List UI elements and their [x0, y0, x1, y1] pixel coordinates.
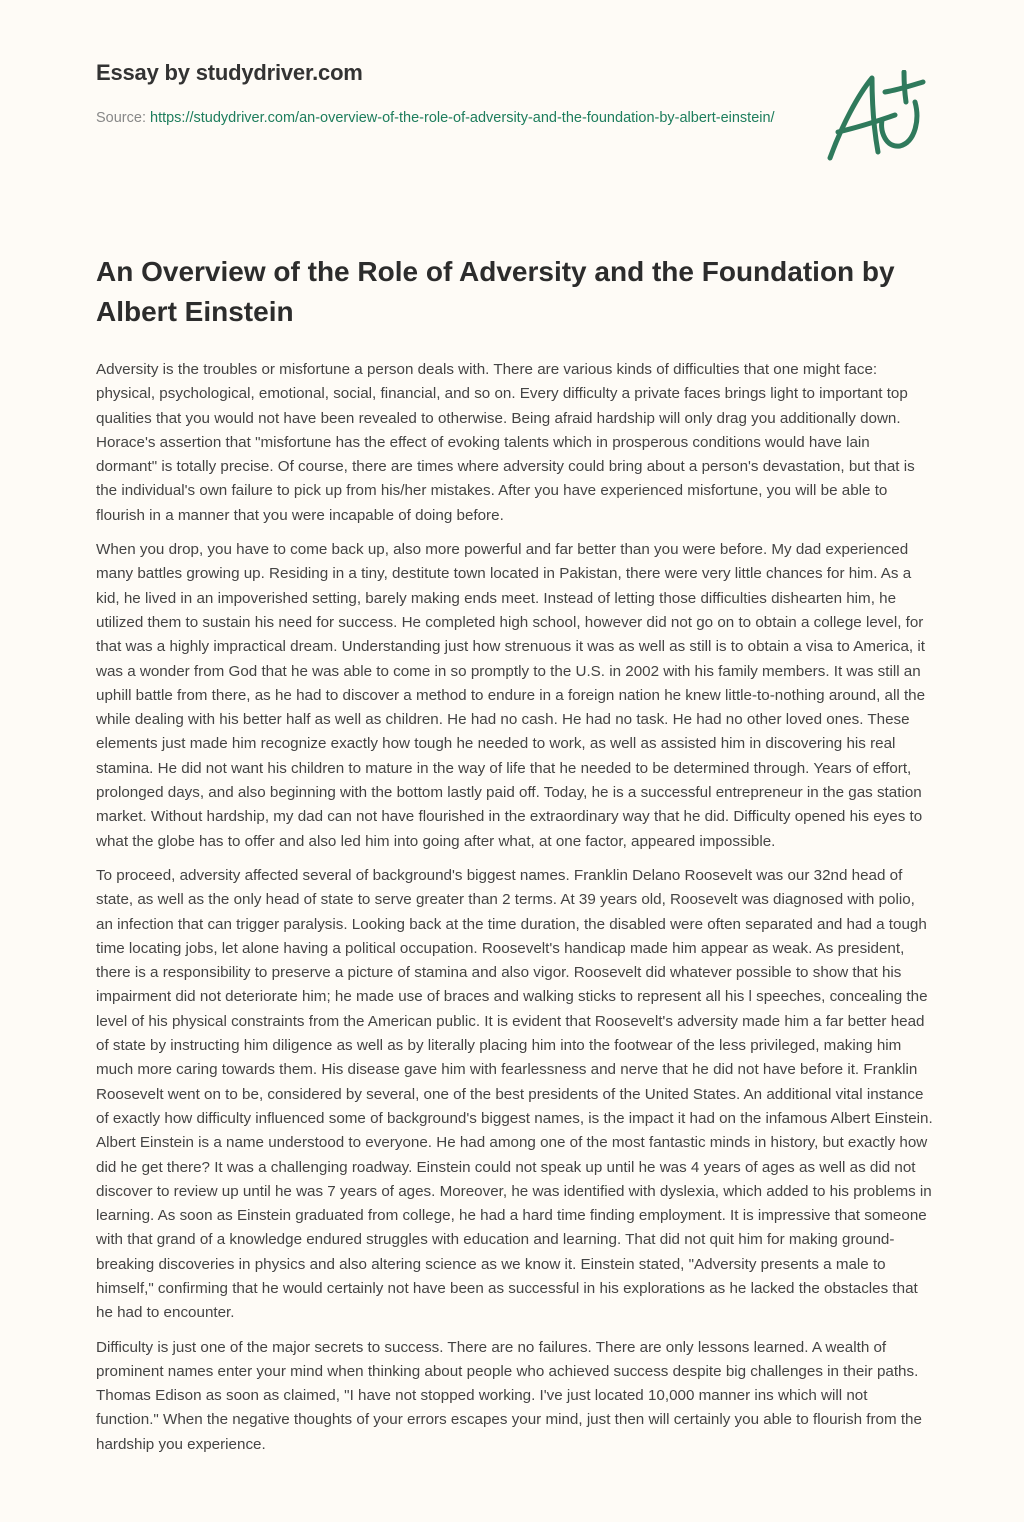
essay-title: An Overview of the Role of Adversity and the Foundation by Albert Einstein	[96, 256, 895, 327]
source-link[interactable]: https://studydriver.com/an-overview-of-the-role-of-adversity-and-the-foundation-by-albert-einstein/	[150, 110, 775, 126]
essay-paragraph: Adversity is the troubles or misfortune a person deals with. There are various kinds of difficulties that one might face: physical, psychological, emotional, social, financial, and so on. Every difficulty a private faces brings light to important top qualities that you would not have been revealed to otherwise. Being afraid hardship will only drag you additionally down. Horace's assertion that "misfortune has the effect of evoking talents which in prosperous conditions would have lain dormant" is totally precise. Of course, there are times where adversity could bring about a person's devastation, but that is the individual's own failure to pick up from his/her mistakes. After you have experienced misfortune, you will be able to flourish in a manner that you were incapable of doing before.	[96, 361, 915, 524]
site-title: Essay by studydriver.com	[96, 60, 363, 85]
essay-body	[96, 358, 934, 1467]
source-label: Source:	[96, 110, 150, 126]
source-line	[96, 106, 796, 130]
essay-paragraph: Difficulty is just one of the major secrets to success. There are no failures. There are only lessons learned. A wealth of prominent names enter your mind when thinking about people who achieved success despite big challenges in their paths. Thomas Edison as soon as claimed, "I have not stopped working. I've just located 10,000 manner ins which will not function." When the negative thoughts of your errors escapes your mind, just then will certainly you able to flourish from the hardship you experience.	[96, 1338, 922, 1453]
a-plus-logo-icon	[820, 70, 930, 165]
page-header	[96, 60, 796, 130]
essay-paragraph: To proceed, adversity affected several of background's biggest names. Franklin Delano Roosevelt was our 32nd head of state, as well as the only head of state to serve greater than 2 terms. At 39 years old, Roosevelt was diagnosed with polio, an infection that can trigger paralysis. Looking back at the time duration, the disabled were often separated and had a tough time locating jobs, let alone having a political occupation. Roosevelt's handicap made him appear as weak. As president, there is a responsibility to preserve a picture of stamina and also vigor. Roosevelt did whatever possible to show that his impairment did not deteriorate him; he made use of braces and walking sticks to represent all his l speeches, concealing the level of his physical constraints from the American public. It is evident that Roosevelt's adversity made him a far better head of state by instructing him diligence as well as by literally placing him into the footwear of the less privileged, making him much more caring towards them. His disease gave him with fearlessness and nerve that he did not have before it. Franklin Roosevelt went on to be, considered by several, one of the best presidents of the United States. An additional vital instance of exactly how difficulty influenced some of background's biggest names, is the impact it had on the infamous Albert Einstein. Albert Einstein is a name understood to everyone. He had among one of the most fantastic minds in history, but exactly how did he get there? It was a challenging roadway. Einstein could not speak up until he was 4 years of ages as well as did not discover to review up until he was 7 years of ages. Moreover, he was identified with dyslexia, which added to his problems in learning. As soon as Einstein graduated from college, he had a hard time finding employment. It is impressive that someone with that grand of a knowledge endured struggles with education and learning. That did not quit him for making ground-breaking discoveries in physics and also altering science as we know it. Einstein stated, "Adversity presents a male to himself," confirming that he would certainly not have been as successful in his explorations as he lacked the obstacles that he had to encounter.	[96, 866, 933, 1322]
essay-paragraph: When you drop, you have to come back up, also more powerful and far better than you were before. My dad experienced many battles growing up. Residing in a tiny, destitute town located in Pakistan, there were very little chances for him. As a kid, he lived in an impoverished setting, barely making ends meet. Instead of letting those difficulties dishearten him, he utilized them to sustain his need for success. He completed high school, however did not go on to obtain a college level, for that was a highly impractical dream. Understanding just how strenuous it was as well as still is to obtain a visa to America, it was a wonder from God that he was able to come in so promptly to the U.S. in 2002 with his family members. It was still an uphill battle from there, as he had to discover a method to endure in a foreign nation he knew little-to-nothing around, all the while dealing with his better half as well as children. He had no cash. He had no task. He had no other loved ones. These elements just made him recognize exactly how tough he needed to work, as well as assisted him in discovering his real stamina. He did not want his children to mature in the way of life that he needed to be determined through. Years of effort, prolonged days, and also beginning with the bottom lastly paid off. Today, he is a successful entrepreneur in the gas station market. Without hardship, my dad can not have flourished in the extraordinary way that he did. Difficulty opened his eyes to what the globe has to offer and also led him into going after what, at one factor, appeared impossible.	[96, 541, 926, 850]
